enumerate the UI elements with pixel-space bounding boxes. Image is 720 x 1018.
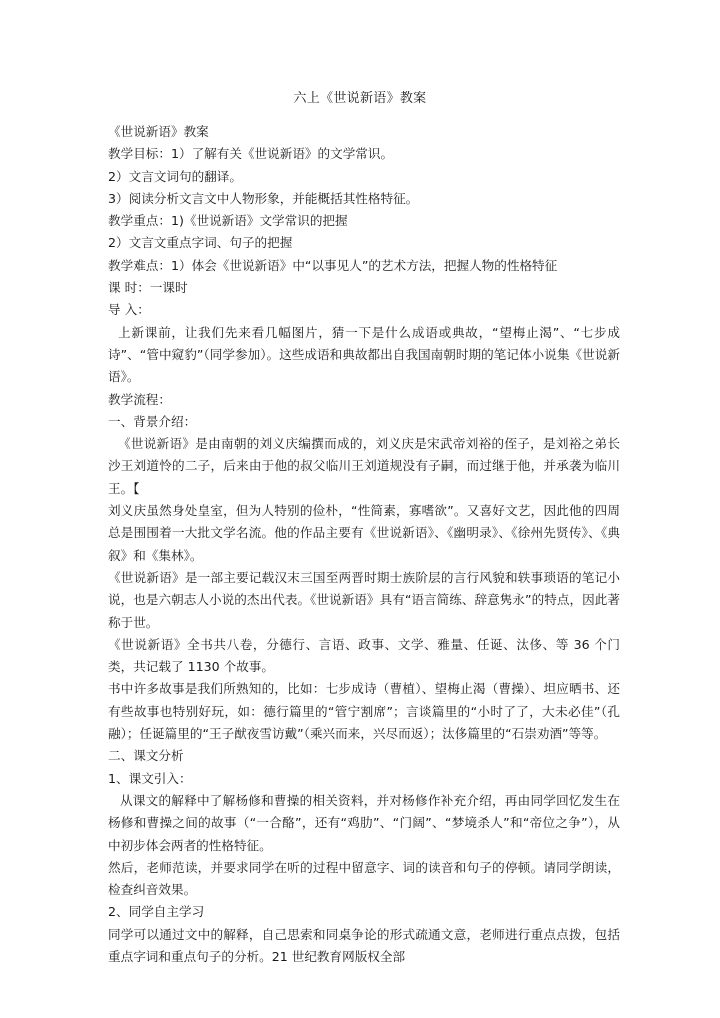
- page-title: 六上《世说新语》教案: [293, 91, 427, 106]
- paragraph-teacher-reading: 然后，老师范读，并要求同学在听的过程中留意字、词的读音和句子的停顿。请同学朗读，检查纠音效果。: [108, 859, 620, 898]
- subheading-lesson-intro: 1、课文引入：: [108, 770, 192, 786]
- paragraph-background-3: 《世说新语》是一部主要记载汉末三国至两晋时期士族阶层的言行风貌和轶事琐语的笔记小说，也是六朝志人小说的杰出代表。《世说新语》具有“语言简练、辞意隽永”的特点，因此著称于世。: [108, 569, 620, 630]
- document-body: [108, 121, 620, 968]
- paragraph-background-2: 刘义庆虽然身处皇室，但为人特别的俭朴，“性简素，寡嗜欲”。又喜好文艺，因此他的四周总是围围着一大批文学名流。他的作品主要有《世说新语》、《幽明录》、《徐州先贤传》、《典叙》和《集林》。: [108, 503, 620, 563]
- paragraph-self-study: 同学可以通过文中的解释，自己思索和同桌争论的形式疏通文意，老师进行重点点拨，包括重点字词和重点句子的分析。21 世纪教育网版权全部: [108, 926, 620, 964]
- section-heading-analysis: 二、课文分析: [108, 748, 184, 764]
- paragraph-difficulty: 教学难点：1）体会《世说新语》中“以事见人”的艺术方法，把握人物的性格特征: [108, 257, 558, 273]
- paragraph-keypoint-2: 2）文言文重点字词、句子的把握: [108, 235, 293, 251]
- paragraph-intro-body: 上新课前，让我们先来看几幅图片，猜一下是什么成语或典故，“望梅止渴”、“七步成诗”、“管中窥豹”（同学参加）。这些成语和典故都出自我国南朝时期的笔记体小说集《世说新语》。: [108, 324, 620, 385]
- subheading-self-study: 2、同学自主学习: [108, 904, 205, 920]
- paragraph-objective-1: 教学目标：1）了解有关《世说新语》的文学常识。: [108, 146, 394, 162]
- paragraph-class-hours: 课 时：一课时: [108, 280, 188, 296]
- section-heading-background: 一、背景介绍：: [108, 413, 197, 429]
- paragraph-lesson-intro: 从课文的解释中了解杨修和曹操的相关资料，并对杨修作补充介绍，再由同学回忆发生在杨修和曹操之间的故事（“一合酪”，还有“鸡肋”、“门阔”、“梦境杀人”和“帝位之争”），从中初步体会两者的性格特征。: [108, 792, 620, 853]
- paragraph-background-4: 《世说新语》全书共八卷，分德行、言语、政事、文学、雅量、任诞、汰侈、等 36 个门类，共记载了 1130 个故事。: [108, 636, 620, 675]
- paragraph-intro-heading: 导 入：: [108, 302, 150, 318]
- paragraph-keypoint-1: 教学重点：1)《世说新语》文学常识的把握: [108, 213, 348, 229]
- paragraph-objective-2: 2）文言文词句的翻译。: [108, 168, 242, 184]
- paragraph-process-heading: 教学流程：: [108, 391, 171, 407]
- paragraph-objective-3: 3）阅读分析文言文中人物形象，并能概括其性格特征。: [108, 190, 419, 206]
- paragraph-background-1: 《世说新语》是由南朝的刘义庆编撰而成的，刘义庆是宋武帝刘裕的侄子，是刘裕之弟长沙王刘道怜的二子，后来由于他的叔父临川王刘道规没有子嗣，而过继于他，并承袭为临川王。【: [108, 436, 620, 496]
- paragraph-background-5: 书中许多故事是我们所熟知的，比如：七步成诗（曹植）、望梅止渴（曹操）、坦应晒书、还有些故事也特别好玩，如：德行篇里的“管宁割席”；言谈篇里的“小时了了，大未必佳”（孔融）；任诞篇里的“王子猷夜雪访戴”（乘兴而来，兴尽而返）；汰侈篇里的“石崇劝酒”等等。: [108, 681, 620, 742]
- paragraph-doc-heading: 《世说新语》教案: [108, 124, 209, 139]
